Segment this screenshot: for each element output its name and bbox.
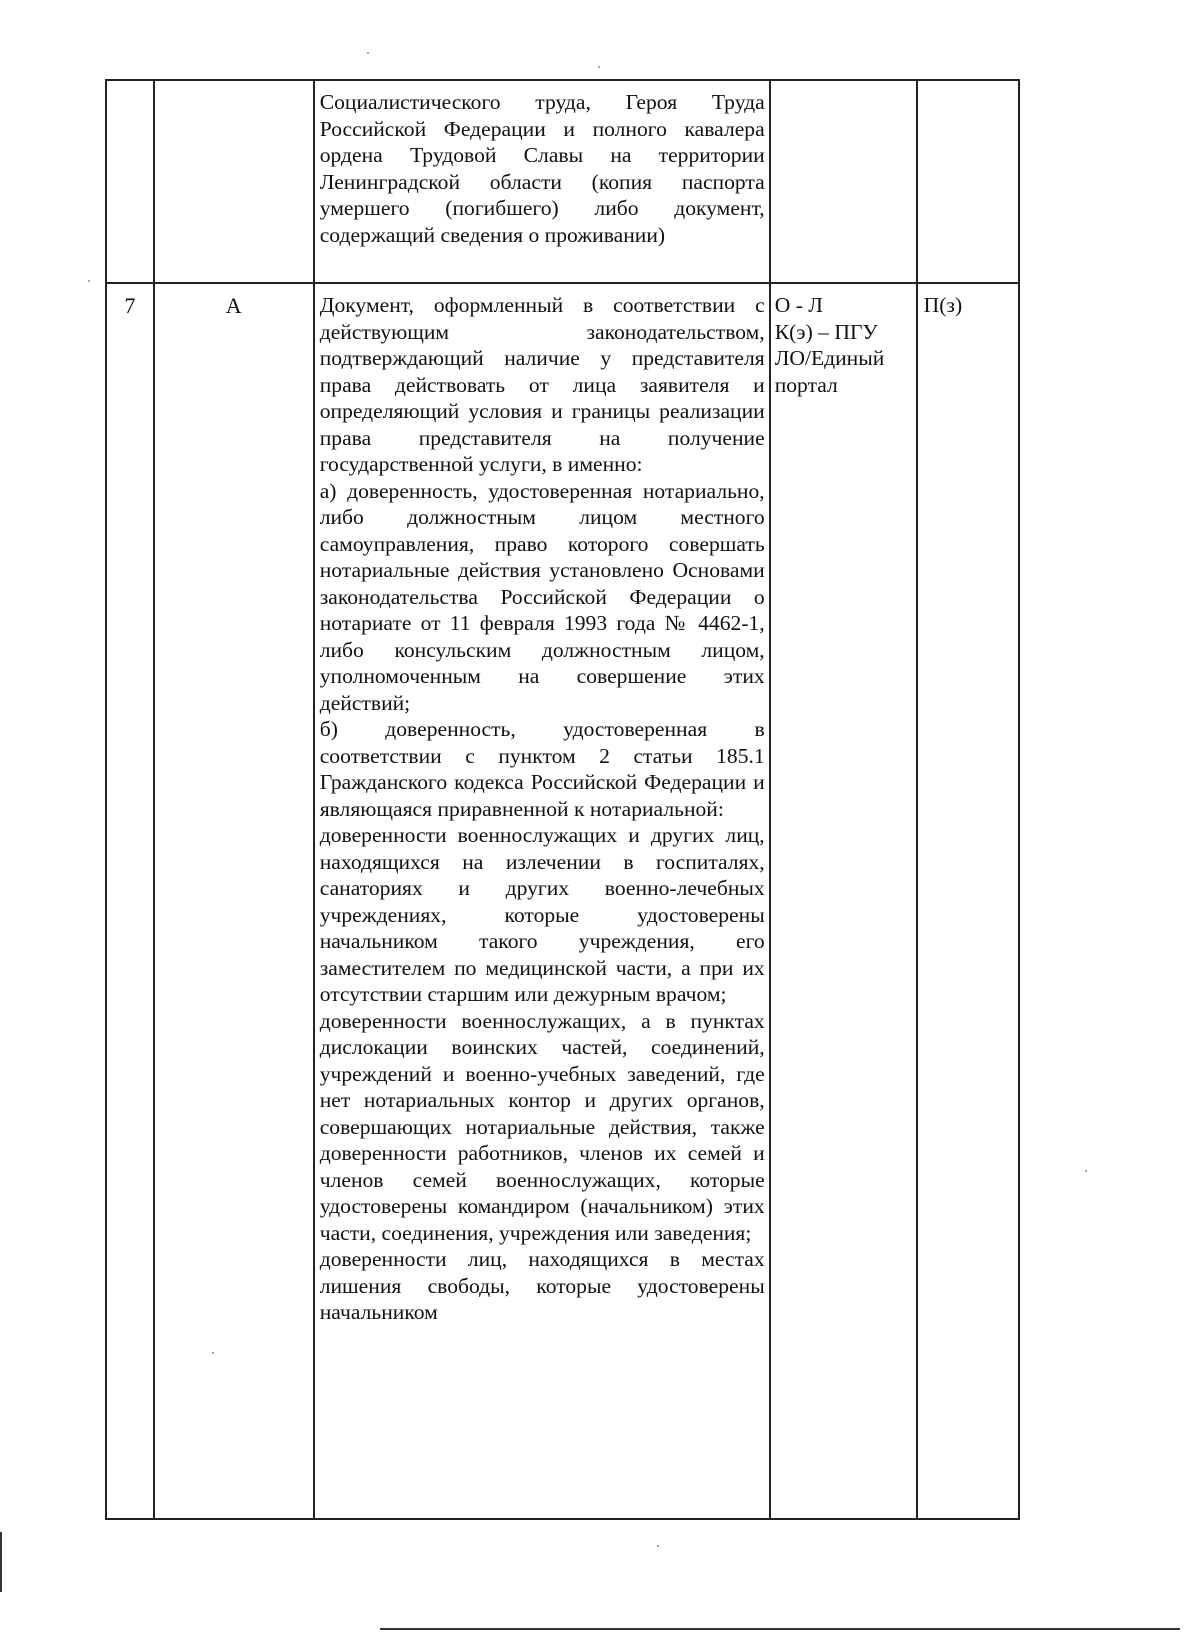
category-code-cell — [154, 80, 314, 283]
document-kind: П(з) — [923, 293, 963, 317]
submission-form-line: О - Л — [774, 293, 823, 317]
row-number-cell — [106, 283, 154, 1519]
requirements-table — [105, 79, 1020, 1520]
scan-speck — [88, 280, 90, 282]
category-code-cell — [154, 283, 314, 1519]
submission-form-cell — [770, 283, 917, 1519]
document-description-cell — [314, 80, 770, 283]
description-paragraph: а) доверенность, удостоверенная нотариально, либо должностным лицом местного самоуправления, право которого совершать нотариальные действия установлено Основами законодательства Российской Федерации о нотариате от 11 февраля 1993 года № 4462-1, либо консульским должностным лицом, уполномоченным на совершение этих действий; — [319, 478, 765, 715]
document-description-cell — [314, 283, 770, 1519]
description-paragraph: Социалистического труда, Героя Труда Российской Федерации и полного кавалера ордена Трудовой Славы на территории Ленинградской области (копия паспорта умершего (погибшего) либо документ, содержащий сведения о проживании) — [319, 90, 765, 247]
description-paragraph: Документ, оформленный в соответствии с действующим законодательством, подтверждающий наличие у представителя права действовать от лица заявителя и определяющий условия и границы реализации права представителя на получение государственной услуги, в именно: — [319, 293, 765, 476]
submission-form-line: портал — [774, 372, 838, 397]
scan-speck — [367, 52, 369, 54]
scan-speck — [657, 1545, 659, 1547]
description-paragraph: доверенности военнослужащих и других лиц, находящихся на излечении в госпиталях, санаториях и других военно-лечебных учреждениях, которые удостоверены начальником такого учреждения, его заместителем по медицинской части, а при их отсутствии старшим или дежурным врачом; — [319, 823, 765, 1006]
scan-speck — [1085, 1170, 1087, 1172]
row-number: 7 — [124, 293, 136, 318]
submission-form-cell — [770, 80, 917, 283]
scan-edge-mark — [380, 1628, 1180, 1630]
document-kind-cell — [917, 283, 1019, 1519]
table-row — [106, 283, 1019, 1519]
document-description — [315, 81, 769, 252]
description-paragraph: доверенности лиц, находящихся в местах лишения свободы, которые удостоверены начальником — [319, 1247, 765, 1324]
description-paragraph: б) доверенность, удостоверенная в соответствии с пунктом 2 статьи 185.1 Гражданского кодекса Российской Федерации и являющаяся приравненной к нотариальной: — [319, 717, 765, 821]
row-number-cell — [106, 80, 154, 283]
scan-speck — [212, 1352, 214, 1354]
scan-speck — [598, 66, 600, 68]
submission-form-line: ЛО/Единый — [774, 346, 885, 370]
document-kind-cell — [917, 80, 1019, 283]
document-kind — [918, 81, 1018, 89]
description-paragraph: доверенности военнослужащих, а в пунктах дислокации воинских частей, соединений, учреждений и военно-учебных заведений, где нет нотариальных контор и других органов, совершающих нотариальные действия, также доверенности работников, членов их семей и членов семей военнослужащих, которые удостоверены командиром (начальником) этих части, соединения, учреждения или заведения; — [319, 1008, 765, 1245]
table-row — [106, 80, 1019, 283]
submission-form-line: К(э) – ПГУ — [774, 319, 878, 344]
document-description — [315, 284, 769, 1330]
submission-form — [771, 284, 916, 398]
category-code: А — [225, 293, 242, 318]
scan-edge-mark — [0, 1532, 2, 1592]
